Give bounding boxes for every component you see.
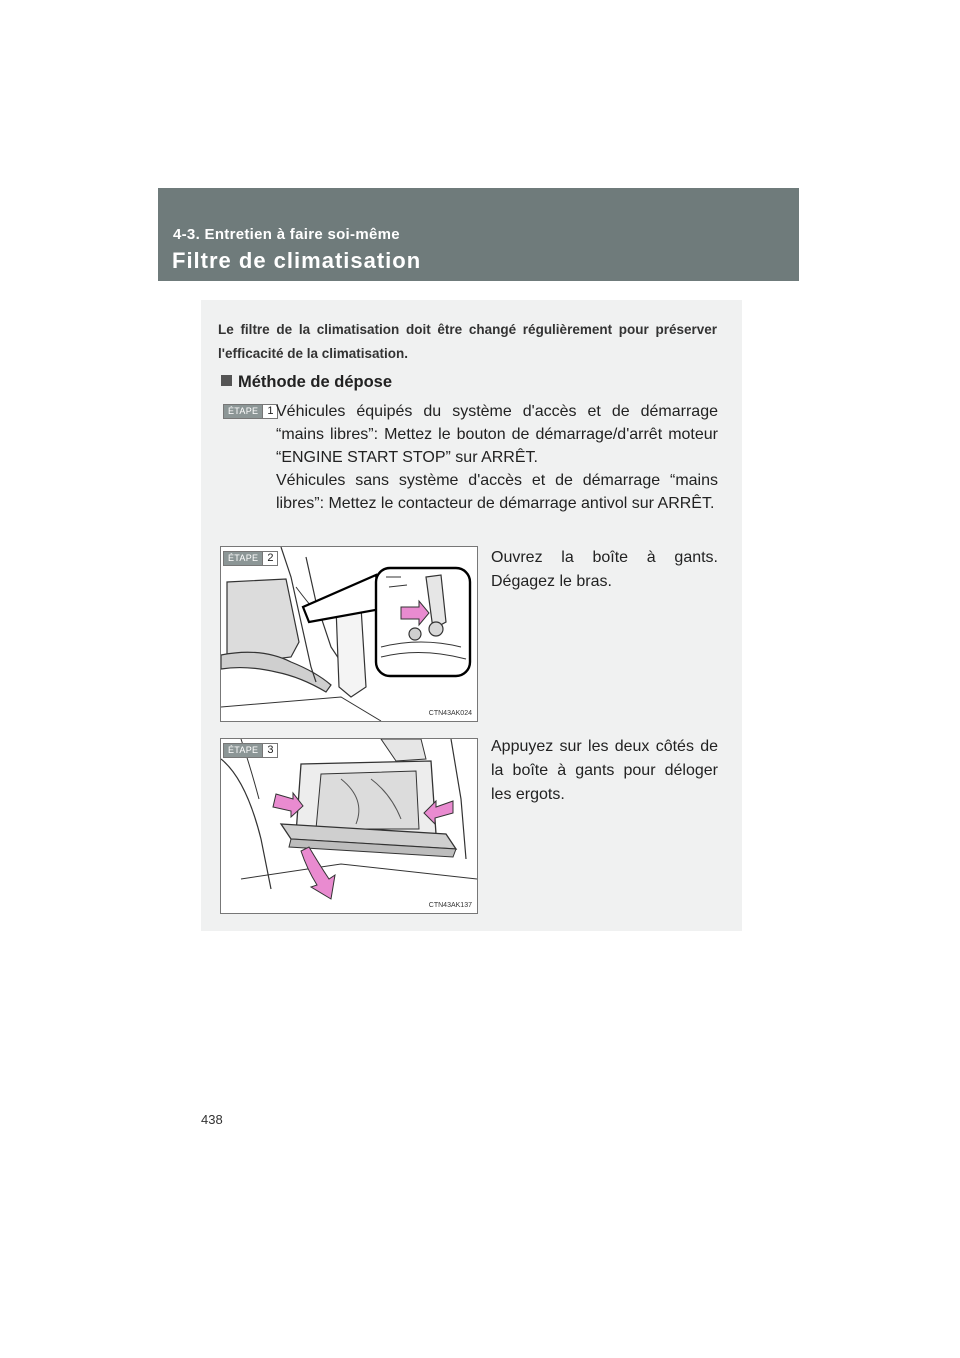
step-1-text-a: Véhicules équipés du système d'accès et de démarrage “mains libres”: Mettez le bouton de démarrage/d'arrêt moteur “ENGINE START STOP” sur ARRÊT. [276, 403, 718, 466]
step-badge-label: ÉTAPE [224, 552, 262, 565]
figure-code: CTN43AK024 [428, 710, 472, 717]
intro-text: Le filtre de la climatisation doit être changé régulièrement pour préserver l'efficacité de la climatisation. [218, 322, 717, 361]
section-number: 4-3. Entretien à faire soi-même [173, 226, 400, 243]
step-badge-label: ÉTAPE [224, 744, 262, 757]
content-panel [201, 300, 742, 931]
figure-code: CTN43AK137 [428, 902, 472, 909]
step-1-text [276, 400, 718, 515]
step-2-text: Ouvrez la boîte à gants. Dégagez le bras. [491, 549, 718, 590]
glovebox-open-illustration [221, 547, 477, 721]
subheading [221, 373, 392, 392]
step-badge-3 [223, 743, 278, 758]
section-header [158, 188, 799, 281]
step-3-figure [220, 738, 478, 914]
step-badge-number: 3 [262, 744, 277, 757]
subheading-label: Méthode de dépose [238, 373, 393, 391]
page-title: Filtre de climatisation [172, 248, 422, 273]
glovebox-press-illustration [221, 739, 477, 913]
step-badge-number: 2 [262, 552, 277, 565]
square-bullet-icon [221, 375, 232, 386]
step-badge-number: 1 [262, 405, 277, 418]
page-number: 438 [201, 1112, 223, 1127]
step-badge-2 [223, 551, 278, 566]
step-1-text-b: Véhicules sans système d'accès et de démarrage “mains libres”: Mettez le contacteur de démarrage antivol sur ARRÊT. [276, 472, 718, 512]
step-3-text: Appuyez sur les deux côtés de la boîte à gants pour déloger les ergots. [491, 738, 718, 803]
step-2-figure [220, 546, 478, 722]
step-badge-label: ÉTAPE [224, 405, 262, 418]
step-badge-1 [223, 404, 278, 419]
